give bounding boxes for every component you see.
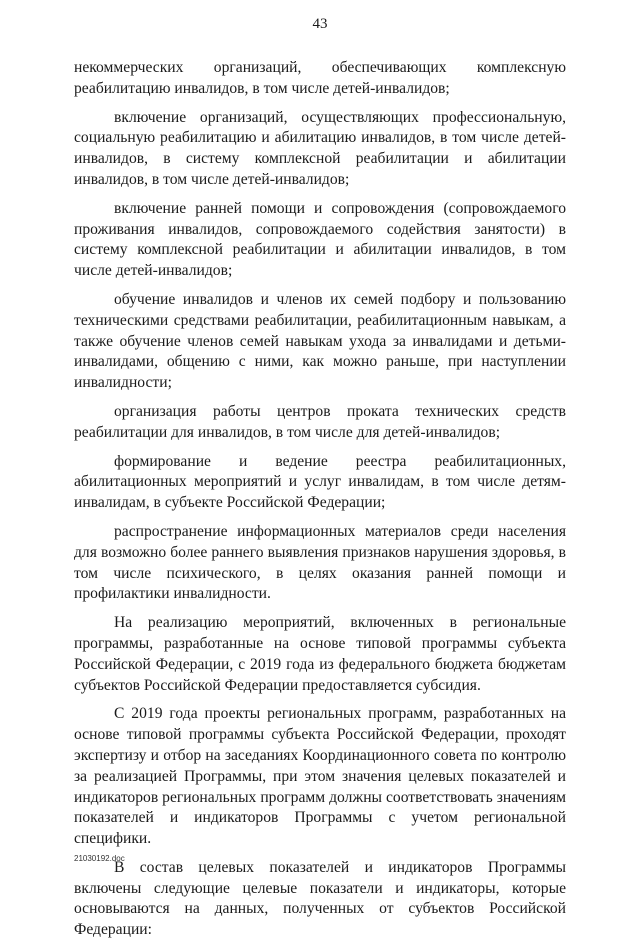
- page-number: 43: [312, 16, 328, 32]
- paragraph: распространение информационных материалов среди населения для возможно более раннего выявления признаков нарушения здоровья, в том числе психического, в целях оказания ранней помощи и профилактики инвалидности.: [74, 522, 566, 603]
- paragraph: организация работы центров проката технических средств реабилитации для инвалидов, в том числе для детей-инвалидов;: [74, 402, 566, 441]
- paragraph: обучение инвалидов и членов их семей подбору и пользованию техническими средствами реабилитации, реабилитационным навыкам, а также обучение членов семей навыкам ухода за инвалидами и детьми-инвалидами, общению с ними, как можно раньше, при наступлении инвалидности;: [74, 290, 566, 392]
- footer-filename: 21030192.doc: [74, 854, 125, 863]
- paragraph: включение ранней помощи и сопровождения (сопровождаемого проживания инвалидов, сопровождаемого содействия занятости) в систему комплексной реабилитации и абилитации инвалидов, в том числе детей-инвалидов;: [74, 199, 566, 280]
- paragraph: На реализацию мероприятий, включенных в региональные программы, разработанные на основе типовой программы субъекта Российской Федерации, с 2019 года из федерального бюджета бюджетам субъектов Российской Федерации предоставляется субсидия.: [74, 614, 566, 694]
- paragraph: С 2019 года проекты региональных программ, разработанных на основе типовой программы субъекта Российской Федерации, проходят экспертизу и отбор на заседаниях Координационного совета по контролю за реализацией Программы, при этом значения целевых показателей и индикаторов региональных программ должны соответствовать значениям показателей и индикаторов Программы с учетом региональной специфики.: [74, 705, 566, 848]
- paragraph: формирование и ведение реестра реабилитационных, абилитационных мероприятий и услуг инвалидам, в том числе детям-инвалидам, в субъекте Российской Федерации;: [74, 452, 566, 512]
- paragraph: некоммерческих организаций, обеспечивающих комплексную реабилитацию инвалидов, в том числе детей-инвалидов;: [74, 59, 566, 97]
- paragraph: включение организаций, осуществляющих профессиональную, социальную реабилитацию и абилитацию инвалидов, в том числе детей-инвалидов, в систему комплексной реабилитации и абилитации инвалидов, в том числе детей-инвалидов;: [74, 108, 566, 188]
- document-body: [74, 58, 566, 941]
- paragraph: В состав целевых показателей и индикаторов Программы включены следующие целевые показатели и индикаторы, которые основываются на данных, полученных от субъектов Российской Федерации:: [74, 858, 566, 939]
